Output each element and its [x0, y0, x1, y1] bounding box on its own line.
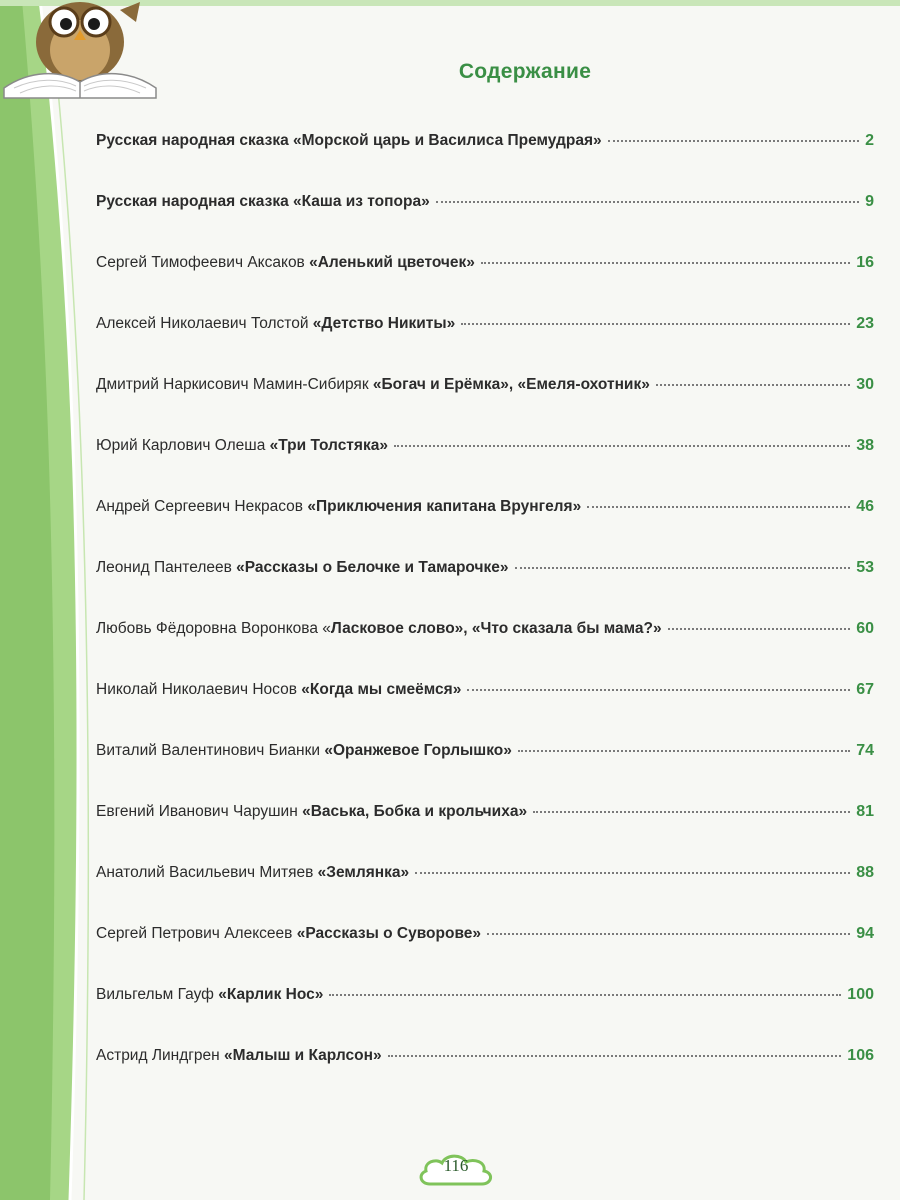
toc-author: Астрид Линдгрен — [96, 1047, 220, 1064]
toc-page-number: 2 — [865, 132, 874, 149]
toc-entry-text — [96, 986, 323, 1004]
toc-page-number: 9 — [865, 193, 874, 210]
toc-work-title: «Оранжевое Горлышко» — [324, 742, 512, 759]
toc-page-number: 74 — [856, 742, 874, 759]
toc-work-title: «Васька, Бобка и крольчиха» — [302, 803, 528, 820]
toc-work-title: «Землянка» — [317, 864, 410, 881]
toc-work-title: Ласковое слово», «Что сказала бы мама?» — [330, 620, 662, 637]
toc-entry — [96, 559, 874, 620]
toc-entry-text — [96, 437, 388, 455]
dot-leader — [467, 688, 850, 691]
toc-author: Сергей Тимофеевич Аксаков — [96, 254, 305, 271]
toc-entry-text — [96, 742, 512, 760]
toc-work-title: «Малыш и Карлсон» — [224, 1047, 382, 1064]
toc-entry — [96, 620, 874, 681]
toc-entry-text — [96, 254, 475, 272]
toc-work-title: «Приключения капитана Врунгеля» — [307, 498, 582, 515]
toc-entry-text — [96, 925, 481, 943]
toc-work-title: «Карлик Нос» — [218, 986, 324, 1003]
dot-leader — [388, 1054, 842, 1057]
toc-entry — [96, 132, 874, 193]
toc-entry-text — [96, 315, 455, 333]
toc-entry — [96, 437, 874, 498]
owl-with-book-icon — [0, 0, 160, 100]
table-of-contents — [96, 132, 874, 1108]
toc-page-number: 23 — [856, 315, 874, 332]
dot-leader — [656, 383, 850, 386]
dot-leader — [608, 139, 859, 142]
dot-leader — [518, 749, 850, 752]
toc-page-number: 38 — [856, 437, 874, 454]
toc-entry-text — [96, 803, 527, 821]
toc-work-title: «Рассказы о Суворове» — [296, 925, 482, 942]
dot-leader — [436, 200, 859, 203]
toc-page-number: 16 — [856, 254, 874, 271]
toc-author: Анатолий Васильевич Митяев — [96, 864, 314, 881]
toc-entry-text — [96, 132, 602, 150]
toc-page-number: 30 — [856, 376, 874, 393]
toc-entry — [96, 1047, 874, 1108]
toc-page-number: 106 — [847, 1047, 874, 1064]
toc-page-number: 46 — [856, 498, 874, 515]
toc-entry — [96, 498, 874, 559]
toc-page-number: 100 — [847, 986, 874, 1003]
toc-entry — [96, 986, 874, 1047]
dot-leader — [587, 505, 850, 508]
toc-author: Сергей Петрович Алексеев — [96, 925, 293, 942]
toc-entry — [96, 864, 874, 925]
dot-leader — [515, 566, 851, 569]
toc-entry-text — [96, 376, 650, 394]
toc-author: Русская народная сказка — [96, 132, 289, 149]
toc-entry — [96, 315, 874, 376]
toc-entry — [96, 925, 874, 986]
dot-leader — [329, 993, 841, 996]
toc-page-number: 60 — [856, 620, 874, 637]
toc-page-number: 67 — [856, 681, 874, 698]
toc-entry — [96, 376, 874, 437]
toc-entry-text — [96, 1047, 382, 1065]
toc-author: Виталий Валентинович Бианки — [96, 742, 321, 759]
toc-entry — [96, 681, 874, 742]
toc-author: Николай Николаевич Носов — [96, 681, 297, 698]
toc-entry-text — [96, 620, 662, 638]
toc-entry-text — [96, 864, 409, 882]
dot-leader — [533, 810, 850, 813]
dot-leader — [415, 871, 850, 874]
dot-leader — [487, 932, 850, 935]
toc-author: Дмитрий Наркисович Мамин-Сибиряк — [96, 376, 369, 393]
toc-work-title: «Морской царь и Василиса Премудрая» — [293, 132, 602, 149]
toc-entry-text — [96, 559, 509, 577]
toc-entry — [96, 254, 874, 315]
toc-page-number: 94 — [856, 925, 874, 942]
page-title: Содержание — [458, 60, 592, 83]
dot-leader — [394, 444, 850, 447]
toc-author: Вильгельм Гауф — [96, 986, 214, 1003]
dot-leader — [668, 627, 851, 630]
toc-work-title: «Три Толстяка» — [269, 437, 388, 454]
toc-page-number: 81 — [856, 803, 874, 820]
toc-work-title: «Детство Никиты» — [312, 315, 456, 332]
toc-work-title: «Рассказы о Белочке и Тамарочке» — [236, 559, 509, 576]
toc-entry — [96, 803, 874, 864]
toc-work-title: «Богач и Ерёмка», «Емеля-охотник» — [372, 376, 650, 393]
toc-entry-text — [96, 498, 581, 516]
toc-author: Алексей Николаевич Толстой — [96, 315, 309, 332]
toc-author: Евгений Иванович Чарушин — [96, 803, 298, 820]
page-number: 116 — [443, 1156, 469, 1175]
toc-author: Юрий Карлович Олеша — [96, 437, 266, 454]
toc-author: Любовь Фёдоровна Воронкова « — [96, 620, 331, 637]
dot-leader — [481, 261, 850, 264]
toc-page-number: 53 — [856, 559, 874, 576]
toc-page-number: 88 — [856, 864, 874, 881]
toc-author: Андрей Сергеевич Некрасов — [96, 498, 304, 515]
toc-entry-text — [96, 193, 430, 211]
toc-work-title: «Когда мы смеёмся» — [301, 681, 462, 698]
toc-entry-text — [96, 681, 461, 699]
toc-author: Леонид Пантелеев — [96, 559, 232, 576]
toc-entry — [96, 742, 874, 803]
toc-work-title: «Аленький цветочек» — [309, 254, 475, 271]
toc-author: Русская народная сказка — [96, 193, 289, 210]
toc-work-title: «Каша из топора» — [293, 193, 430, 210]
toc-entry — [96, 193, 874, 254]
dot-leader — [461, 322, 850, 325]
